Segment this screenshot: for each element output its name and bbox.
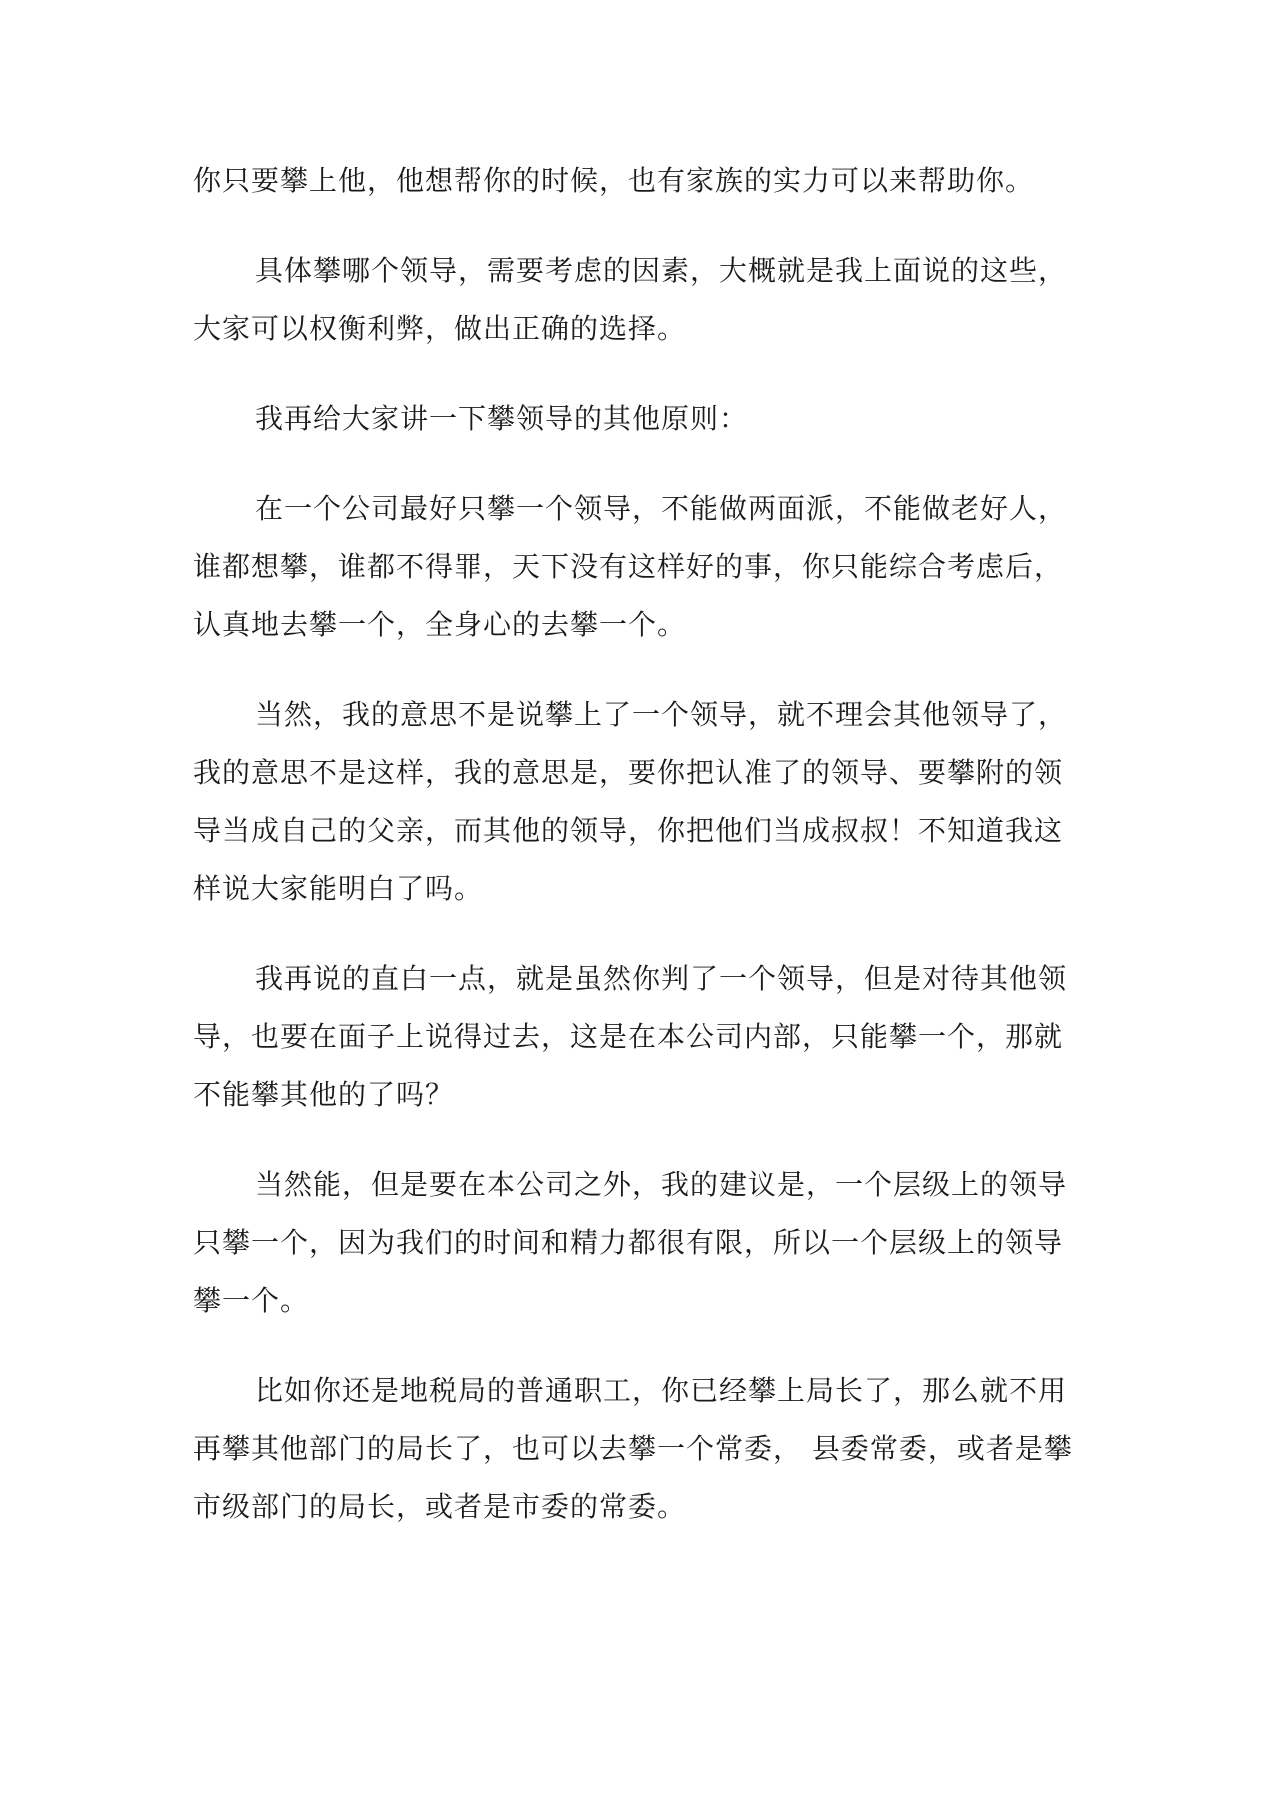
paragraph-8: 比如你还是地税局的普通职工，你已经攀上局长了，那么就不用再攀其他部门的局长了，也可以去攀一个常委， 县委常委，或者是攀市级部门的局长，或者是市委的常委。	[193, 1374, 1073, 1523]
document-body	[193, 152, 1085, 1568]
paragraph-6: 我再说的直白一点，就是虽然你判了一个领导，但是对待其他领导，也要在面子上说得过去，这是在本公司内部，只能攀一个，那就不能攀其他的了吗？	[193, 962, 1068, 1111]
paragraph-5: 当然，我的意思不是说攀上了一个领导，就不理会其他领导了，我的意思不是这样，我的意思是，要你把认准了的领导、要攀附的领导当成自己的父亲，而其他的领导，你把他们当成叔叔！不知道我这样说大家能明白了吗。	[193, 698, 1068, 905]
paragraph-1: 你只要攀上他，他想帮你的时候，也有家族的实力可以来帮助你。	[193, 164, 1035, 197]
paragraph-7: 当然能，但是要在本公司之外，我的建议是，一个层级上的领导只攀一个，因为我们的时间和精力都很有限，所以一个层级上的领导攀一个。	[193, 1168, 1068, 1317]
paragraph-2: 具体攀哪个领导，需要考虑的因素，大概就是我上面说的这些，大家可以权衡利弊，做出正确的选择。	[193, 254, 1068, 345]
paragraph-3: 我再给大家讲一下攀领导的其他原则：	[255, 402, 749, 435]
paragraph-4: 在一个公司最好只攀一个领导，不能做两面派，不能做老好人，谁都想攀，谁都不得罪，天下没有这样好的事，你只能综合考虑后，认真地去攀一个，全身心的去攀一个。	[193, 492, 1068, 641]
